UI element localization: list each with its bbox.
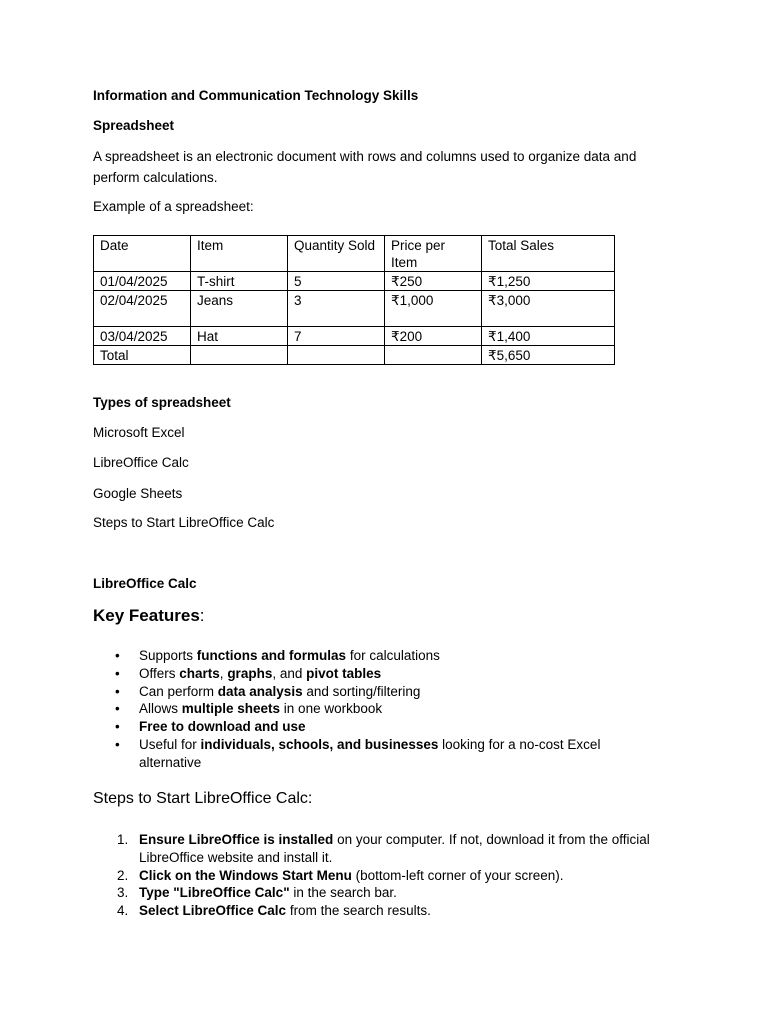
step-text: on your computer. If not, download it from the official LibreOffice website and install it. (139, 832, 650, 865)
feature-text: , and (272, 665, 307, 681)
step-text: from the search results. (286, 903, 431, 919)
list-item (93, 718, 653, 736)
type-item: Steps to Start LibreOffice Calc (93, 515, 275, 530)
table-row (94, 327, 615, 346)
feature-bold-text: Free to download and use (139, 719, 306, 735)
table-cell: T-shirt (191, 272, 288, 291)
types-heading: Types of spreadsheet (93, 395, 231, 410)
spreadsheet-heading: Spreadsheet (93, 118, 175, 133)
list-item (93, 831, 653, 867)
table-cell: Hat (191, 327, 288, 346)
feature-bold-text: functions and formulas (196, 648, 347, 663)
list-item (93, 736, 653, 772)
key-features-label: Key Features (93, 606, 200, 625)
table-cell: ₹3,000 (482, 291, 615, 327)
table-cell: 03/04/2025 (94, 327, 191, 346)
step-bold-text: Ensure LibreOffice is installed (139, 832, 334, 847)
table-cell: ₹5,650 (482, 346, 615, 365)
list-item (93, 683, 653, 701)
step-text: in the search bar. (289, 885, 397, 901)
feature-text: Allows (139, 701, 182, 717)
document-title: Information and Communication Technology Skills (93, 88, 419, 103)
type-item: Microsoft Excel (93, 425, 185, 440)
table-cell: ₹200 (385, 327, 482, 346)
step-bold-text: Click on the Windows Start Menu (139, 867, 352, 883)
feature-text: Can perform (139, 683, 218, 699)
table-cell: ₹1,400 (482, 327, 615, 346)
feature-text: looking for a no-cost Excel alternative (139, 736, 601, 770)
feature-text: Useful for (139, 736, 201, 752)
table-cell (288, 346, 385, 365)
list-item (93, 884, 653, 902)
feature-text: , (219, 665, 228, 681)
type-item: Google Sheets (93, 486, 183, 501)
table-cell: 01/04/2025 (94, 272, 191, 291)
feature-bold-text: individuals, schools, and businesses (200, 736, 439, 752)
feature-bold-text: graphs (227, 665, 273, 681)
table-cell: ₹1,250 (482, 272, 615, 291)
step-number: 1. (117, 832, 129, 847)
feature-text: and sorting/filtering (302, 683, 421, 699)
feature-text: for calculations (346, 648, 440, 663)
feature-bold-text: pivot tables (306, 665, 382, 681)
table-total-row (94, 346, 615, 365)
spreadsheet-description: A spreadsheet is an electronic document with rows and columns used to organize data and perform calculations. (93, 149, 637, 185)
table-row (94, 291, 615, 327)
table-header-cell: Total Sales (482, 236, 615, 272)
step-number: 3. (117, 885, 129, 901)
feature-text: in one workbook (280, 701, 383, 717)
list-item (93, 700, 653, 718)
table-cell: Jeans (191, 291, 288, 327)
table-row (94, 272, 615, 291)
type-item: LibreOffice Calc (93, 455, 189, 470)
step-number: 4. (117, 903, 129, 919)
feature-text: Supports (139, 648, 197, 663)
feature-bold-text: multiple sheets (181, 701, 281, 717)
table-cell: 7 (288, 327, 385, 346)
table-header-cell: Date (94, 236, 191, 272)
table-header-row (94, 236, 615, 272)
table-cell (385, 346, 482, 365)
example-spreadsheet-table (93, 235, 615, 365)
list-item (93, 902, 653, 920)
step-text: (bottom-left corner of your screen). (351, 867, 564, 883)
features-list (93, 647, 653, 772)
table-cell (191, 346, 288, 365)
table-cell: 5 (288, 272, 385, 291)
key-features-heading (93, 606, 205, 626)
feature-text: Offers (139, 665, 180, 681)
list-item (93, 867, 653, 885)
step-bold-text: Type "LibreOffice Calc" (139, 885, 290, 901)
example-label: Example of a spreadsheet: (93, 199, 254, 214)
feature-bold-text: data analysis (217, 683, 303, 699)
table-cell: 3 (288, 291, 385, 327)
list-item (93, 665, 653, 683)
table-cell: 02/04/2025 (94, 291, 191, 327)
feature-bold-text: charts (179, 665, 220, 681)
table-cell: ₹250 (385, 272, 482, 291)
table-header-cell: Item (191, 236, 288, 272)
table-header-cell: Quantity Sold (288, 236, 385, 272)
list-item (93, 647, 653, 665)
key-features-colon: : (199, 606, 205, 625)
table-cell: Total (94, 346, 191, 365)
table-cell: ₹1,000 (385, 291, 482, 327)
steps-heading: Steps to Start LibreOffice Calc: (93, 790, 313, 807)
step-bold-text: Select LibreOffice Calc (139, 903, 287, 919)
libreoffice-calc-heading: LibreOffice Calc (93, 576, 197, 591)
step-number: 2. (117, 867, 129, 883)
table-header-cell: Price per Item (385, 236, 482, 272)
steps-list (93, 831, 653, 920)
